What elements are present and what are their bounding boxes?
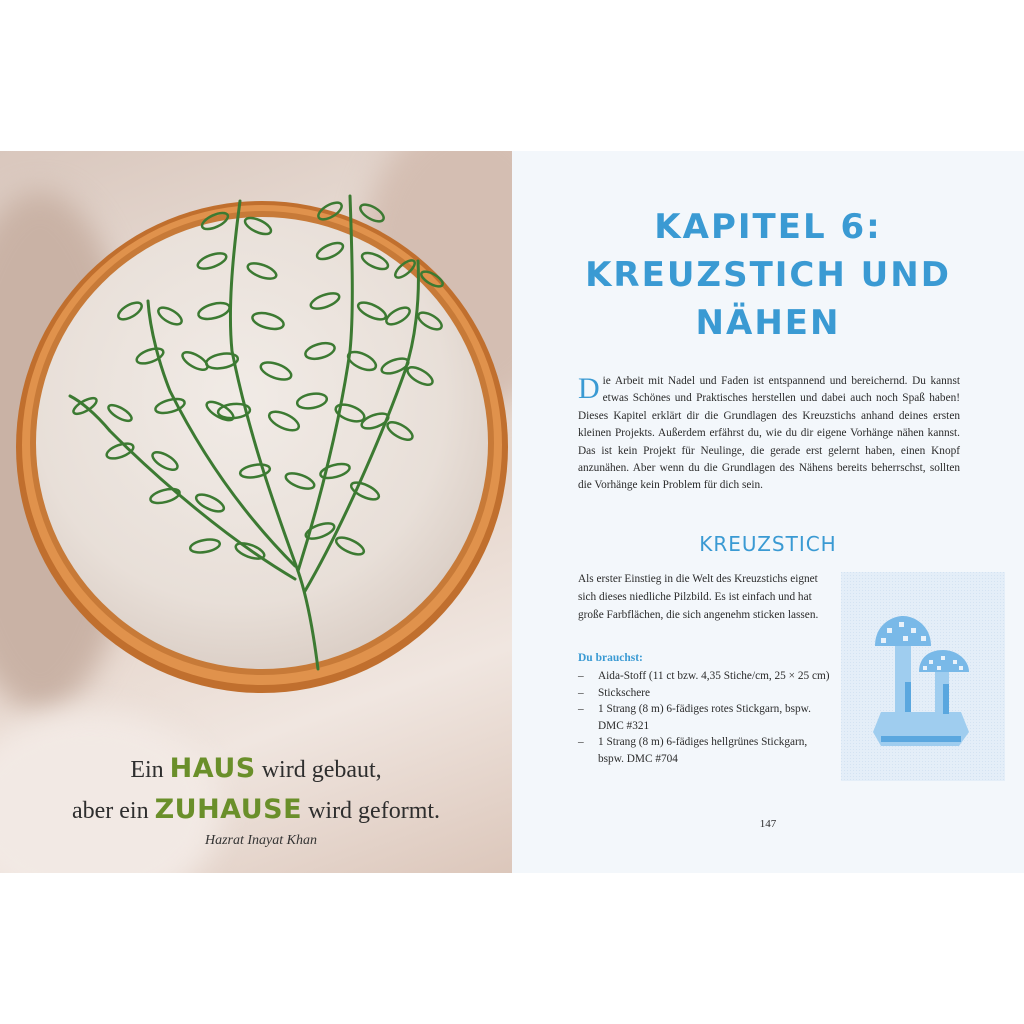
quote-line1-post: wird gebaut, [261, 757, 382, 783]
quote-line-1 [0, 749, 512, 790]
book-spread [0, 151, 1024, 873]
quote-line2-pre: aber ein [71, 798, 149, 824]
quote-highlight-haus: HAUS [169, 753, 256, 784]
quote-author: Hazrat Inayat Khan [205, 833, 317, 848]
quote-line-2 [0, 790, 512, 831]
quote-block [0, 749, 512, 849]
list-item: – 1 Strang (8 m) 6-fädiges hellgrünes Stickgarn, bspw. DMC #704 [578, 734, 830, 767]
chapter-title-line-1: KAPITEL 6: [654, 207, 882, 247]
quote-line1-pre: Ein [130, 757, 164, 783]
needs-heading: Du brauchst: [578, 652, 643, 664]
section-title: KREUZSTICH [699, 532, 837, 556]
list-item: – Stickschere [578, 685, 830, 702]
chapter-title-line-2: KREUZSTICH UND [585, 255, 951, 295]
right-page [512, 151, 1024, 873]
intro-paragraph [578, 373, 960, 495]
section-paragraph: Als erster Einstieg in die Welt des Kreuzstichs eignet sich dieses niedliche Pilzbild. Es ist einfach und hat große Farbflächen, die sich angenehm sticken lassen. [578, 573, 819, 621]
left-page-photo [0, 151, 512, 873]
hoop-fabric [36, 217, 488, 669]
list-item: – Aida-Stoff (11 ct bzw. 4,35 Stiche/cm, 25 × 25 cm) [578, 668, 830, 685]
drop-cap: D [578, 372, 600, 405]
list-item: – 1 Strang (8 m) 6-fädiges rotes Stickgarn, bspw. DMC #321 [578, 701, 830, 734]
aida-fabric [841, 572, 1005, 781]
mushroom-cross-stitch-pattern [841, 572, 1005, 781]
chapter-title-line-3: NÄHEN [695, 303, 841, 343]
needs-list [578, 668, 830, 767]
quote-line2-post: wird geformt. [308, 798, 441, 824]
chapter-title [512, 203, 1024, 347]
quote-highlight-zuhause: ZUHAUSE [154, 794, 303, 825]
page-number: 147 [759, 818, 777, 830]
intro-text: ie Arbeit mit Nadel und Faden ist entspannend und bereichernd. Du kannst etwas Schönes und Praktisches herstellen und dabei auch noch Spaß haben! Dieses Kapitel erklärt dir die Grundlagen des Kreuzstichs anhand deines ersten kleinen Projekts. Außerdem erfährst du, wie du dir eigene Vorhänge nähen kannst. Das ist kein Projekt für Neulinge, die gerade erst gelernt haben, einen Knopf anzunähen. Aber wenn du die Grundlagen des Nähens bereits beherrschst, sollten die Vorhänge kein Problem für dich sein. [578, 375, 960, 492]
